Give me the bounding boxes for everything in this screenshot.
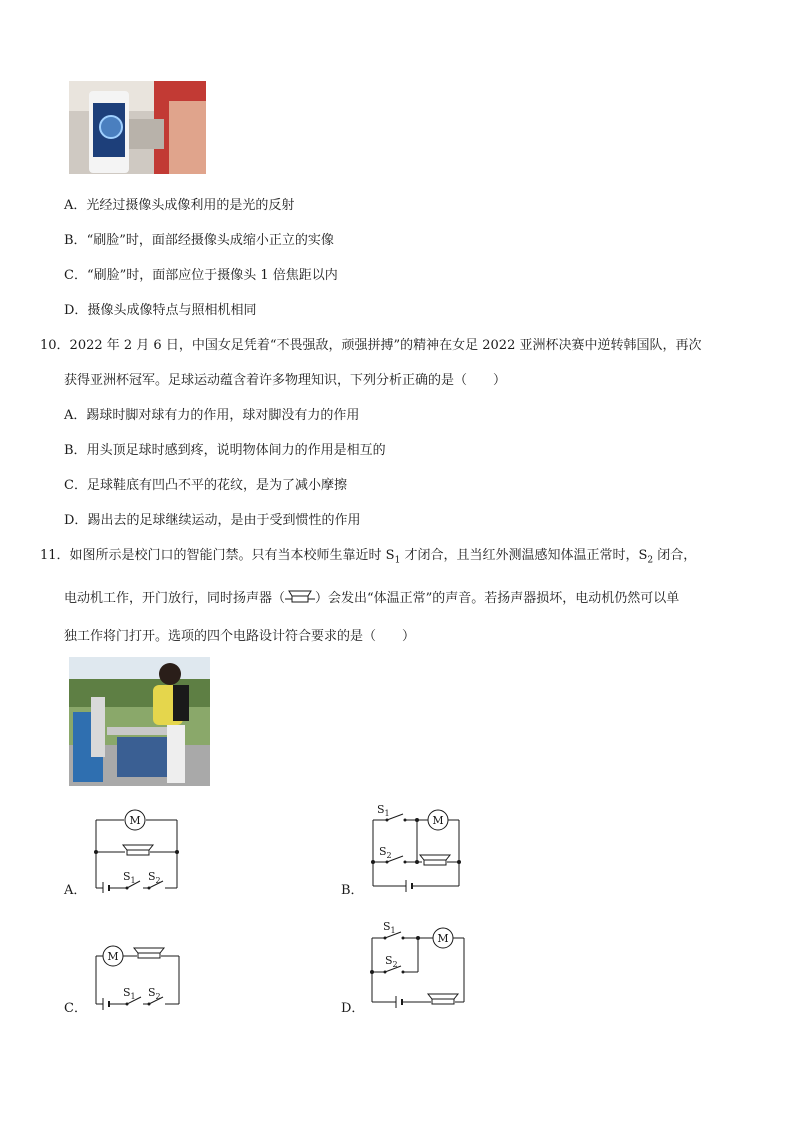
circuit-b-label: B． xyxy=(341,883,364,898)
q11-stem-text1b: 才闭合，且当红外测温感知体温正常时，S xyxy=(400,548,648,563)
q11-stem-line3: 独工作将门打开。选项的四个电路设计符合要求的是（ ） xyxy=(64,629,416,644)
s1-label: $S_1$ xyxy=(123,986,136,1001)
face-scan-photo xyxy=(69,81,206,174)
circuit-d xyxy=(363,914,473,1008)
q10-stem-line1 xyxy=(40,336,701,356)
q11-stem-text2b: ）会发出“体温正常”的声音。若扬声器损坏，电动机仍然可以单 xyxy=(315,591,680,606)
q9-option-b-letter: B． xyxy=(64,233,87,248)
q10-option-a xyxy=(64,406,359,426)
motor-label: M xyxy=(432,814,444,827)
q9-option-a xyxy=(64,196,294,216)
speaker-symbol-icon xyxy=(285,589,315,605)
motor-label: M xyxy=(129,814,141,827)
s1-label: $S_1$ xyxy=(123,870,136,885)
s1-label: $S_1$ xyxy=(377,803,390,818)
q10-option-d-text: 踢出去的足球继续运动，是由于受到惯性的作用 xyxy=(87,513,361,528)
q10-option-a-text: 踢球时脚对球有力的作用，球对脚没有力的作用 xyxy=(86,408,360,423)
q9-option-d-text: 摄像头成像特点与照相机相同 xyxy=(87,303,257,318)
q10-option-b-letter: B． xyxy=(64,443,87,458)
q10-option-a-letter: A． xyxy=(64,408,87,423)
q11-stem-line1 xyxy=(40,546,696,571)
s2-label: $S_2$ xyxy=(385,954,398,969)
q10-option-b-text: 用头顶足球时感到疼，说明物体间力的作用是相互的 xyxy=(86,443,386,458)
q9-option-c xyxy=(64,266,338,286)
q11-stem-text2a: 电动机工作，开门放行，同时扬声器（ xyxy=(64,591,286,606)
q9-option-a-letter: A． xyxy=(64,198,87,213)
s2-label: $S_2$ xyxy=(148,870,161,885)
s2-label: $S_2$ xyxy=(379,845,392,860)
motor-label: M xyxy=(107,950,119,963)
q9-option-d xyxy=(64,301,256,321)
s1-label: $S_1$ xyxy=(383,920,396,935)
q10-option-d xyxy=(64,511,360,531)
q11-s1-subscript: 1 xyxy=(394,555,401,566)
circuit-c-label: C． xyxy=(64,1001,87,1016)
smart-gate-photo xyxy=(69,657,210,786)
q11-stem-text1c: 闭合， xyxy=(653,548,697,563)
q11-stem-text1a: 如图所示是校门口的智能门禁。只有当本校师生靠近时 S xyxy=(69,548,395,563)
circuit-c xyxy=(85,938,190,1013)
circuit-a-label: A． xyxy=(64,883,87,898)
q9-option-d-letter: D． xyxy=(64,303,88,318)
motor-label: M xyxy=(437,932,449,945)
q11-stem-line2 xyxy=(64,589,679,609)
q9-option-c-text: “刷脸”时，面部应位于摄像头 1 倍焦距以内 xyxy=(86,268,338,283)
q10-option-b xyxy=(64,441,386,461)
s2-label: $S_2$ xyxy=(148,986,161,1001)
q10-stem-line2: 获得亚洲杯冠军。足球运动蕴含着许多物理知识，下列分析正确的是（ ） xyxy=(64,373,507,388)
q10-option-c-letter: C． xyxy=(64,478,87,493)
circuit-a xyxy=(85,808,195,893)
q11-s2-subscript: 2 xyxy=(647,555,654,566)
q9-option-b-text: “刷脸”时，面部经摄像头成缩小正立的实像 xyxy=(86,233,334,248)
q11-number: 11． xyxy=(40,548,70,563)
circuit-d-label: D． xyxy=(341,1001,365,1016)
q10-option-c xyxy=(64,476,347,496)
q10-stem-text1: 2022 年 2 月 6 日，中国女足凭着“不畏强敌，顽强拼搏”的精神在女足 2022 亚洲杯决赛中逆转韩国队，再次 xyxy=(69,338,702,353)
q10-option-d-letter: D． xyxy=(64,513,88,528)
q9-option-c-letter: C． xyxy=(64,268,87,283)
q10-option-c-text: 足球鞋底有凹凸不平的花纹，是为了减小摩擦 xyxy=(86,478,347,493)
q9-option-a-text: 光经过摄像头成像利用的是光的反射 xyxy=(86,198,295,213)
q9-option-b xyxy=(64,231,334,251)
circuit-b xyxy=(363,800,468,892)
q10-number: 10． xyxy=(40,338,70,353)
